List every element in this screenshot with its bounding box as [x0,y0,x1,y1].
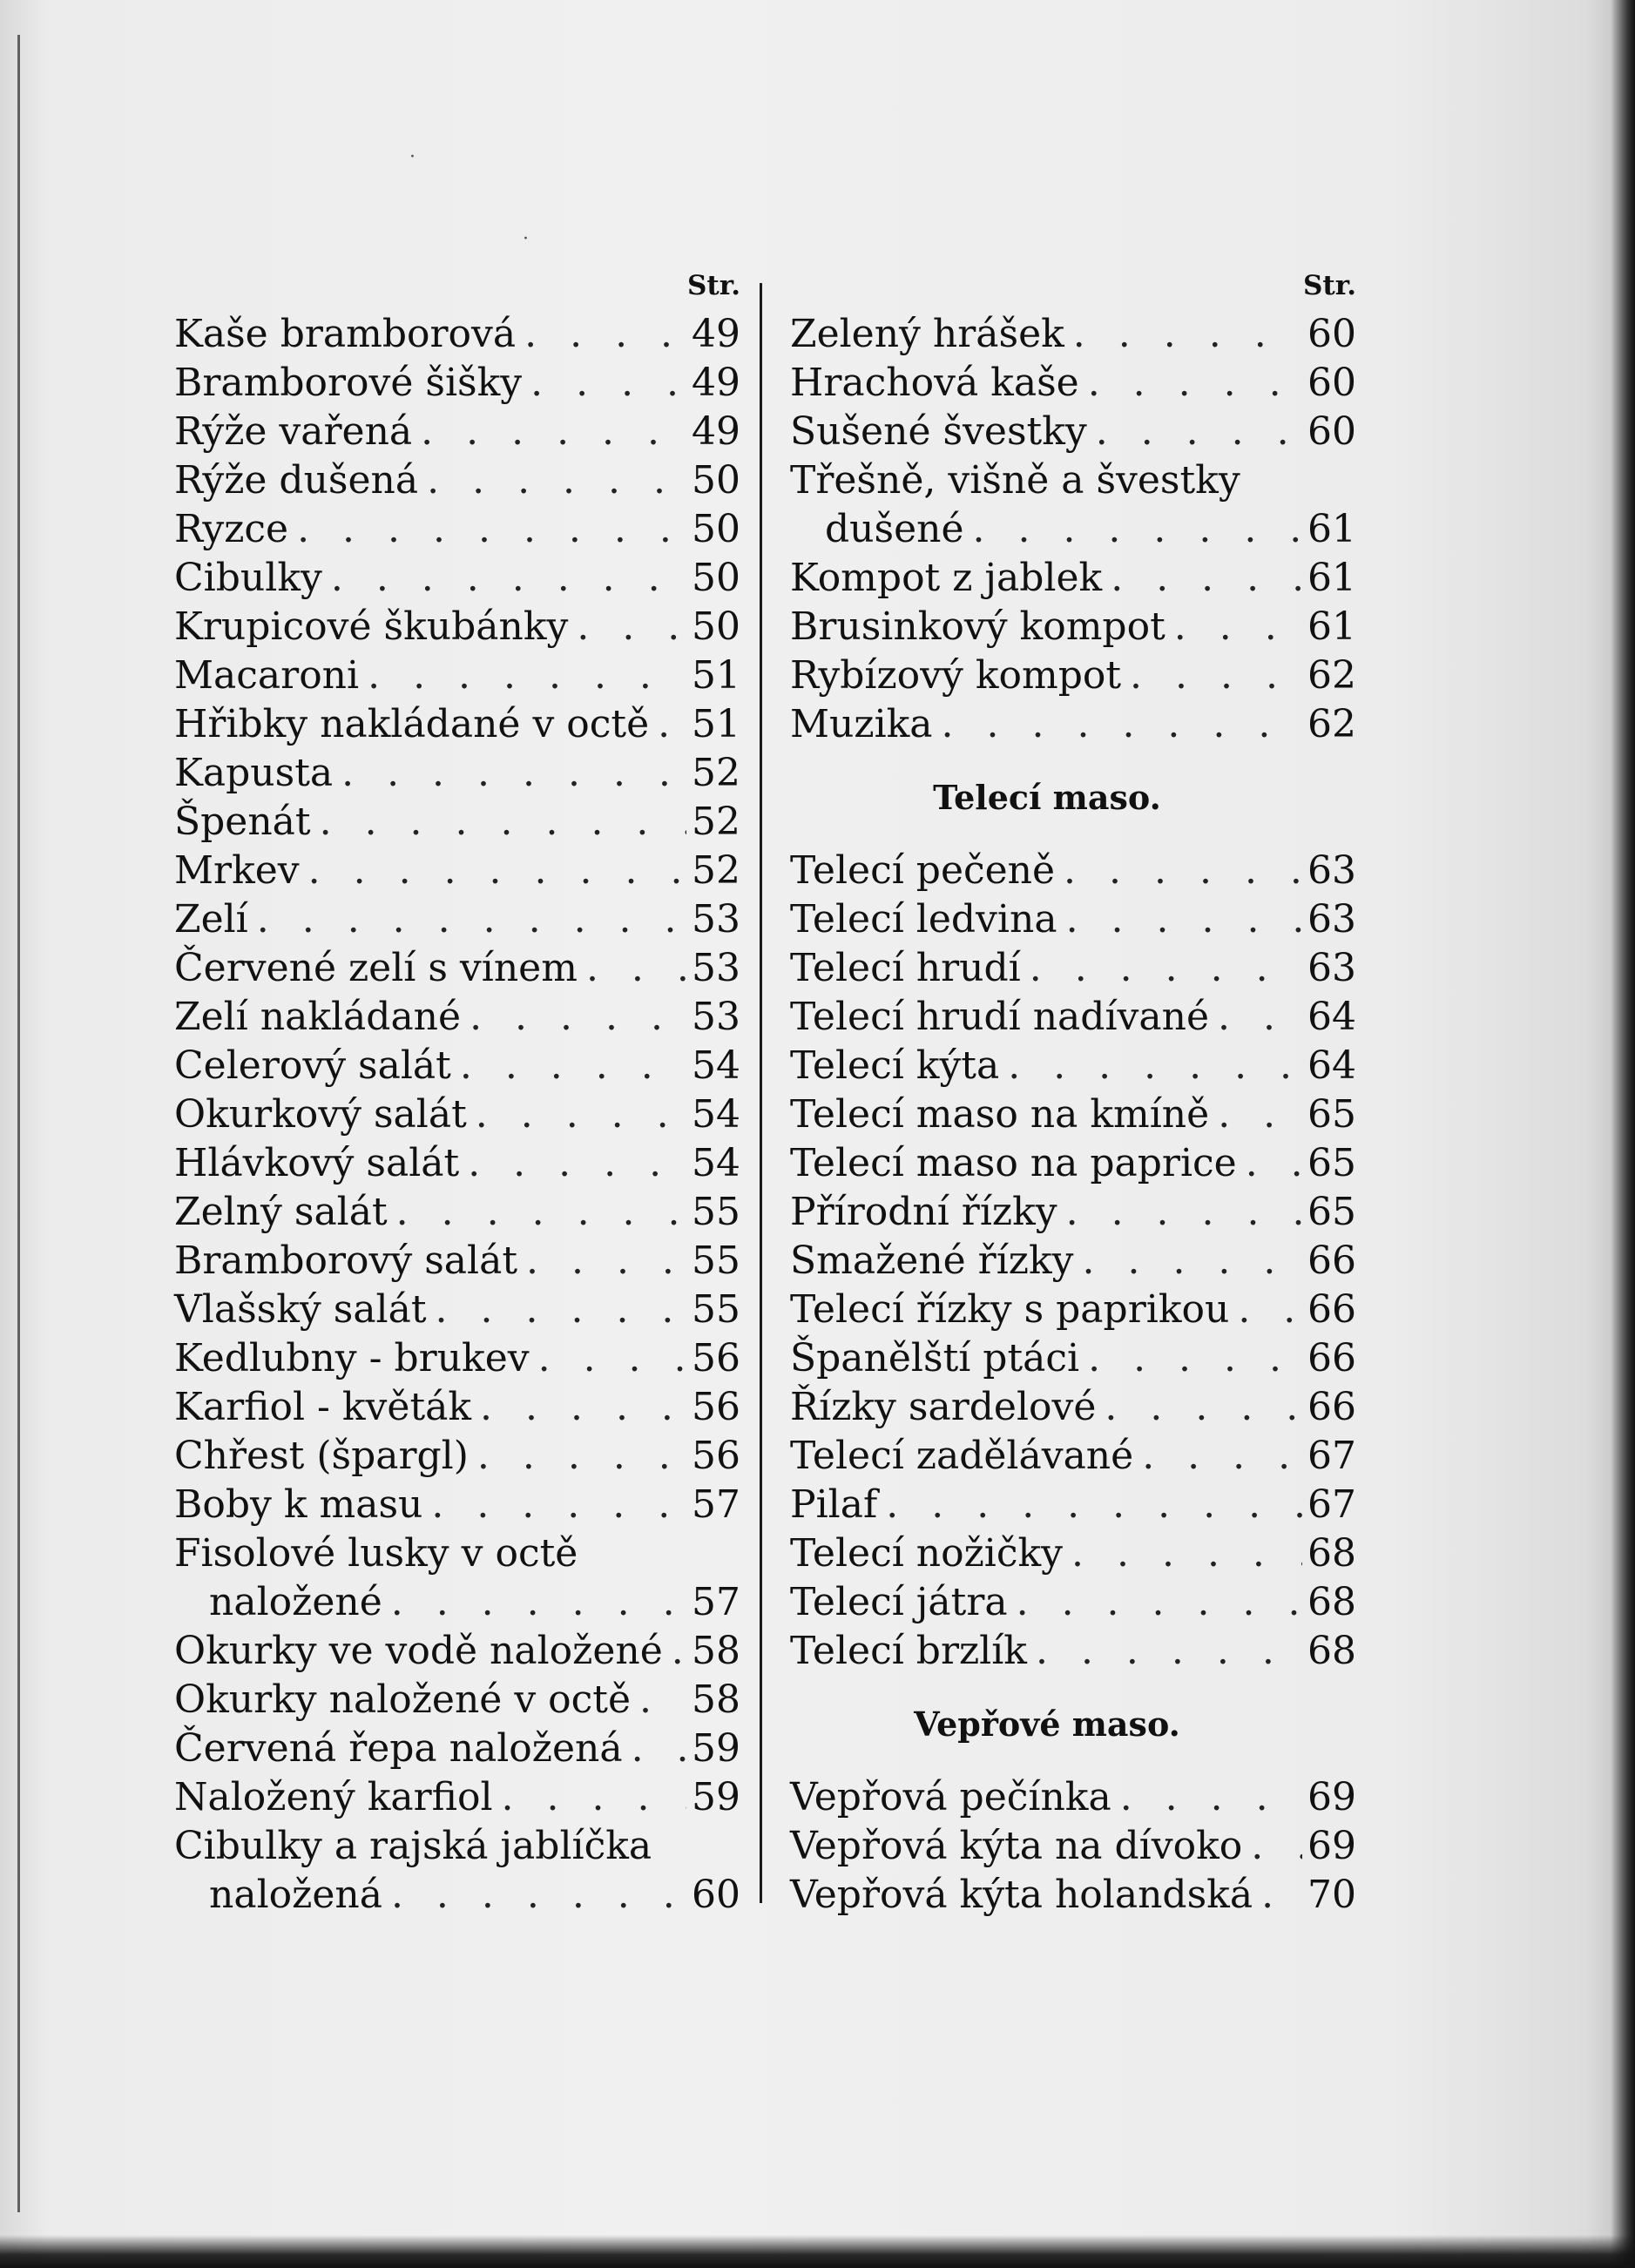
entry-title: Telecí játra [790,1580,1008,1624]
index-entry [174,1286,740,1334]
entry-title: Telecí maso na paprice [790,1141,1237,1185]
entry-title: Naložený karfiol [174,1775,493,1819]
entry-title: Třešně, višně a švestky [790,458,1240,503]
leader-dots [623,1725,686,1773]
entry-page-number: 56 [692,1434,740,1478]
entry-title: Bramborový salát [174,1239,518,1283]
leader-dots [578,944,686,993]
entry-page-number: 61 [1307,604,1356,649]
leader-dots [1133,1432,1302,1481]
index-entry [174,798,740,847]
index-entry [174,1042,740,1090]
leader-dots [1242,1822,1302,1871]
leader-dots [522,359,686,408]
entry-page-number: 61 [1307,556,1356,600]
entry-page-number: 66 [1307,1336,1356,1380]
leader-dots [248,895,686,944]
leader-dots [469,1432,686,1481]
entry-title: Vepřová kýta na dívoko [790,1824,1243,1868]
entry-title: Bramborové šišky [174,361,523,405]
leader-dots [1229,1286,1302,1334]
entry-page-number: 57 [692,1580,740,1624]
leader-dots [964,505,1303,554]
leader-dots [1021,944,1302,993]
leader-dots [649,700,686,749]
entry-title: Řízky sardelové [790,1385,1097,1429]
index-entry [790,1139,1356,1188]
leader-dots [1165,603,1302,651]
entry-title: Krupicové škubánky [174,604,569,649]
leader-dots [1111,1773,1302,1822]
entry-page-number: 53 [692,897,740,942]
leader-dots [663,1627,686,1676]
index-entry [174,1725,740,1773]
index-entry [790,456,1356,505]
entry-title: Zelí nakládané [174,995,462,1039]
index-entry [790,310,1356,359]
leader-dots [1087,408,1302,456]
entry-title: naložená [209,1873,382,1917]
entry-title: Vlašský salát [174,1287,427,1332]
entry-page-number: 63 [1307,946,1356,990]
leader-dots [1079,1334,1302,1383]
index-entry [174,700,740,749]
leader-dots [467,1090,686,1139]
index-entry [790,651,1356,700]
section-heading-pork: Vepřové maso. [914,1704,1180,1744]
entry-page-number: 60 [1307,409,1356,454]
entry-title: Cibulky a rajská jablíčka [174,1824,652,1868]
entry-page-number: 59 [692,1726,740,1771]
leader-dots [1079,359,1302,408]
leader-dots [1064,310,1302,359]
leader-dots [1096,1383,1302,1432]
index-entry [790,1871,1356,1920]
index-entry [790,1432,1356,1481]
entry-title: Telecí pečeně [790,848,1056,893]
leader-dots [451,1042,686,1090]
entry-page-number: 68 [1307,1580,1356,1624]
index-entry [174,1481,740,1529]
entry-page-number: 55 [692,1190,740,1234]
leader-dots [288,505,686,554]
entry-page-number: 55 [692,1287,740,1332]
index-entry [790,408,1356,456]
right-group-vegetables [790,310,1356,749]
entry-page-number: 57 [692,1482,740,1527]
index-entry [174,1578,740,1627]
entry-page-number: 64 [1307,1043,1356,1088]
entry-page-number: 69 [1307,1824,1356,1868]
entry-title: Muzika [790,702,933,746]
index-column-right [790,261,1356,1920]
index-entry [790,1188,1356,1237]
entry-page-number: 49 [692,312,740,356]
leader-dots [300,847,686,895]
entry-title: Telecí hrudí nadívané [790,995,1209,1039]
index-entry [790,1481,1356,1529]
entry-title: Mrkev [174,848,300,893]
entry-page-number: 50 [692,556,740,600]
entry-page-number: 64 [1307,995,1356,1039]
index-column-left [174,261,740,1920]
index-entry [790,1286,1356,1334]
entry-title: Ryzce [174,507,289,551]
leader-dots [999,1042,1302,1090]
entry-title: Celerový salát [174,1043,451,1088]
page-edge-shadow [1611,0,1635,2268]
entry-page-number: 68 [1307,1629,1356,1673]
entry-title: naložené [209,1580,382,1624]
leader-dots [427,1286,686,1334]
entry-title: Rýže dušená [174,458,419,503]
leader-dots [516,310,686,359]
entry-title: Chřest (špargl) [174,1434,469,1478]
entry-title: Hřibky nakládané v octě [174,702,650,746]
index-entry [174,1822,740,1871]
leader-dots [322,554,686,603]
entry-page-number: 65 [1307,1141,1356,1185]
index-entry [790,1627,1356,1676]
leader-dots [530,1334,686,1383]
index-entry [174,603,740,651]
index-entry [790,1334,1356,1383]
entry-title: Boby k masu [174,1482,423,1527]
index-entry [174,895,740,944]
index-entry [790,847,1356,895]
index-entry [790,1578,1356,1627]
entry-page-number: 50 [692,458,740,503]
index-entry [174,847,740,895]
leader-dots [1055,847,1302,895]
entry-page-number: 63 [1307,848,1356,893]
entry-page-number: 52 [692,800,740,844]
entry-page-number: 55 [692,1239,740,1283]
index-entry [174,310,740,359]
entry-page-number: 65 [1307,1190,1356,1234]
entry-title: Macaroni [174,653,360,698]
entry-page-number: 51 [692,653,740,698]
entry-page-number: 54 [692,1043,740,1088]
entry-title: Telecí maso na kmíně [790,1092,1210,1137]
right-group-veal [790,847,1356,1676]
entry-title: Telecí brzlík [790,1629,1027,1673]
entry-title: Brusinkový kompot [790,604,1165,649]
index-entry [174,1090,740,1139]
entry-page-number: 65 [1307,1092,1356,1137]
entry-title: Zelný salát [174,1190,388,1234]
entry-page-number: 60 [692,1873,740,1917]
index-entry [174,1529,740,1578]
entry-page-number: 66 [1307,1385,1356,1429]
index-entry [790,895,1356,944]
entry-page-number: 54 [692,1141,740,1185]
index-entry [174,1237,740,1286]
index-entry [790,1773,1356,1822]
leader-dots [1057,895,1302,944]
leader-dots [1063,1529,1302,1578]
index-entry [174,554,740,603]
entry-title: Kapusta [174,751,334,795]
entry-title: Sušené švestky [790,409,1087,454]
entry-page-number: 58 [692,1629,740,1673]
entry-page-number: 49 [692,361,740,405]
leader-dots [517,1237,686,1286]
index-entry [174,944,740,993]
leader-dots [1008,1578,1302,1627]
entry-title: Fisolové lusky v octě [174,1531,578,1576]
leader-dots [1209,1090,1302,1139]
leader-dots [1209,993,1302,1042]
index-entry [174,1627,740,1676]
leader-dots [418,456,686,505]
entry-title: Zelí [174,897,248,942]
leader-dots [933,700,1302,749]
entry-page-number: 62 [1307,702,1356,746]
entry-page-number: 53 [692,995,740,1039]
right-group-pork [790,1773,1356,1920]
index-entry [790,993,1356,1042]
column-divider [760,283,762,1903]
index-entry [790,1090,1356,1139]
leader-dots [568,603,686,651]
entry-title: Telecí řízky s paprikou [790,1287,1230,1332]
entry-title: Okurky naložené v octě [174,1677,632,1722]
entry-page-number: 60 [1307,361,1356,405]
entry-page-number: 50 [692,604,740,649]
leader-dots [1027,1627,1302,1676]
leader-dots [382,1578,686,1627]
index-entry [790,554,1356,603]
index-entry [174,456,740,505]
entry-title: Telecí nožičky [790,1531,1064,1576]
entry-title: Přírodní řízky [790,1190,1057,1234]
entry-page-number: 51 [692,702,740,746]
left-entry-list [174,310,740,1920]
leader-dots [461,993,686,1042]
entry-title: Pilaf [790,1482,878,1527]
speck: · [523,228,529,250]
entry-title: Telecí kýta [790,1043,1000,1088]
leader-dots [471,1383,686,1432]
entry-title: Španělští ptáci [790,1336,1080,1380]
entry-title: Vepřová pečínka [790,1775,1111,1819]
index-entry [790,700,1356,749]
entry-title: Okurkový salát [174,1092,467,1137]
leader-dots [1057,1188,1302,1237]
entry-page-number: 67 [1307,1482,1356,1527]
index-entry [174,1139,740,1188]
entry-page-number: 58 [692,1677,740,1722]
index-entry [790,1822,1356,1871]
entry-title: Rýže vařená [174,409,413,454]
index-entry [174,993,740,1042]
entry-title: Hrachová kaše [790,361,1079,405]
entry-title: Telecí zadělávané [790,1434,1134,1478]
leader-dots [1237,1139,1302,1188]
index-entry [790,359,1356,408]
entry-title: Kedlubny - brukev [174,1336,530,1380]
index-entry [790,1237,1356,1286]
entry-title: Červená řepa naložená [174,1726,623,1771]
entry-page-number: 61 [1307,507,1356,551]
leader-dots [382,1871,686,1920]
entry-title: Telecí hrudí [790,946,1021,990]
entry-page-number: 66 [1307,1239,1356,1283]
index-entry [174,1773,740,1822]
index-entry [174,1676,740,1725]
entry-title: Červené zelí s vínem [174,946,578,990]
binding-line [17,35,20,2212]
entry-page-number: 56 [692,1385,740,1429]
leader-dots [1253,1871,1302,1920]
entry-title: Vepřová kýta holandská [790,1873,1253,1917]
page-column-header: Str. [687,270,740,301]
entry-page-number: 54 [692,1092,740,1137]
index-entry [174,749,740,798]
index-entry [174,1383,740,1432]
index-entry [174,1432,740,1481]
leader-dots [459,1139,686,1188]
leader-dots [877,1481,1302,1529]
leader-dots [311,798,686,847]
index-entry [790,1529,1356,1578]
page-column-header: Str. [1303,270,1356,301]
index-entry [174,408,740,456]
entry-page-number: 52 [692,848,740,893]
entry-page-number: 52 [692,751,740,795]
leader-dots [388,1188,686,1237]
page-bottom-shadow [0,2235,1635,2268]
leader-dots [1074,1237,1303,1286]
entry-page-number: 67 [1307,1434,1356,1478]
speck: · [409,146,416,168]
entry-title: Špenát [174,800,311,844]
entry-title: Telecí ledvina [790,897,1057,942]
index-entry [790,1383,1356,1432]
entry-page-number: 50 [692,507,740,551]
entry-title: Kaše bramborová [174,312,517,356]
index-entry [174,359,740,408]
entry-page-number: 69 [1307,1775,1356,1819]
leader-dots [1121,651,1302,700]
entry-page-number: 63 [1307,897,1356,942]
entry-page-number: 56 [692,1336,740,1380]
index-entry [174,1334,740,1383]
entry-page-number: 62 [1307,653,1356,698]
index-entry [174,651,740,700]
leader-dots [631,1676,686,1725]
entry-title: Smažené řízky [790,1239,1074,1283]
entry-page-number: 70 [1307,1873,1356,1917]
leader-dots [422,1481,686,1529]
index-entry [174,505,740,554]
entry-title: Hlávkový salát [174,1141,460,1185]
entry-page-number: 49 [692,409,740,454]
leader-dots [333,749,686,798]
entry-title: Karfiol - květák [174,1385,472,1429]
entry-page-number: 53 [692,946,740,990]
entry-title: Okurky ve vodě naložené [174,1629,663,1673]
entry-title: dušené [825,507,964,551]
leader-dots [359,651,686,700]
index-entry [790,1042,1356,1090]
entry-title: Cibulky [174,556,322,600]
entry-page-number: 66 [1307,1287,1356,1332]
index-entry [790,944,1356,993]
index-entry [174,1188,740,1237]
entry-title: Rybízový kompot [790,653,1122,698]
entry-page-number: 60 [1307,312,1356,356]
index-entry [174,1871,740,1920]
entry-title: Kompot z jablek [790,556,1103,600]
leader-dots [412,408,686,456]
entry-page-number: 68 [1307,1531,1356,1576]
leader-dots [493,1773,686,1822]
entry-title: Zelený hrášek [790,312,1064,356]
index-entry [790,505,1356,554]
leader-dots [1102,554,1302,603]
section-heading-veal: Telecí maso. [933,778,1161,817]
index-entry [790,603,1356,651]
entry-page-number: 59 [692,1775,740,1819]
